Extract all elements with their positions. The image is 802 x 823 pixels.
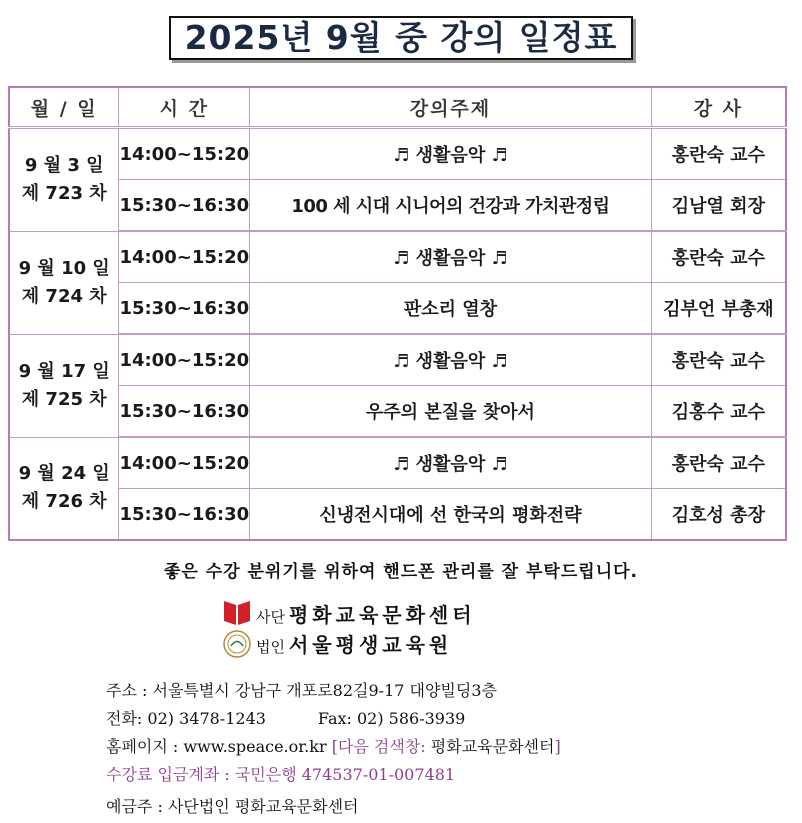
time-cell: 15:30~16:30 [119,489,250,541]
lecturer-cell: 홍란숙 교수 [651,437,786,489]
search-hint-label: [다음 검색창: [331,737,431,756]
table-row [9,128,786,180]
topic-cell: 100 세 시대 시니어의 건강과 가치관정립 [250,180,652,232]
phone-line [106,706,465,729]
address-label: 주소 : [106,681,153,700]
session-label: 제 725 차 [21,388,107,410]
time-cell: 14:00~15:20 [119,334,250,386]
date-label: 9 월 24 일 [18,463,110,485]
org-name-line1 [256,599,476,628]
notice-text: 좋은 수강 분위기를 위하여 핸드폰 관리를 잘 부탁드립니다. [163,562,638,582]
date-cell [9,334,119,437]
lecturer-cell: 김호성 총장 [651,489,786,541]
holder-line [106,794,359,817]
org-logo [222,595,552,661]
page-title: 2025년 9월 중 강의 일정표 [169,16,634,60]
table-row [9,437,786,489]
time-cell: 15:30~16:30 [119,386,250,438]
header-date: 월 / 일 [9,87,119,128]
homepage-link[interactable]: www.speace.or.kr [183,737,327,756]
holder-label: 예금주 : [106,797,168,816]
org-name: 서울평생교육원 [288,633,453,657]
account-label: 수강료 입금계좌 : [106,765,235,784]
seal-logo-icon [222,629,252,659]
topic-cell: ♬ 생활음악 ♬ [250,128,652,180]
time-cell: 14:00~15:20 [119,437,250,489]
topic-cell: 판소리 열창 [250,283,652,335]
date-label: 9 월 3 일 [24,154,104,176]
lecturer-cell: 홍란숙 교수 [651,231,786,283]
time-cell: 14:00~15:20 [119,231,250,283]
table-row [9,489,786,541]
phone-value: 02) 3478-1243 [147,709,266,728]
lecturer-cell: 홍란숙 교수 [651,128,786,180]
address-value: 서울특별시 강남구 개포로82길9-17 대양빌딩3층 [152,681,497,700]
book-logo-icon [222,597,252,627]
topic-cell: 우주의 본질을 찾아서 [250,386,652,438]
session-label: 제 726 차 [21,491,107,513]
session-label: 제 723 차 [21,182,107,204]
homepage-label: 홈페이지 : [106,737,184,756]
topic-cell: ♬ 생활음악 ♬ [250,334,652,386]
holder-value: 사단법인 평화교육문화센터 [167,797,359,816]
fax-value: 02) 586-3939 [356,709,466,728]
session-label: 제 724 차 [21,285,107,307]
time-cell: 14:00~15:20 [119,128,250,180]
topic-cell: ♬ 생활음악 ♬ [250,231,652,283]
account-line [106,762,455,785]
table-row [9,231,786,283]
org-name-line2 [256,629,452,658]
date-cell [9,437,119,540]
date-label: 9 월 17 일 [18,360,110,382]
table-row [9,283,786,335]
schedule-table [8,86,787,541]
table-row [9,180,786,232]
date-cell [9,128,119,232]
title-wrap [0,16,802,60]
lecturer-cell: 김부언 부총재 [651,283,786,335]
org-name: 평화교육문화센터 [288,603,476,627]
address-line [106,678,497,701]
fax-label: Fax: [317,709,357,728]
org-prefix: 법인 [256,638,285,656]
homepage-line [106,734,561,757]
header-time: 시 간 [119,87,250,128]
lecturer-cell: 홍란숙 교수 [651,334,786,386]
topic-cell: 신냉전시대에 선 한국의 평화전략 [250,489,652,541]
header-topic: 강의주제 [250,87,652,128]
date-cell [9,231,119,334]
time-cell: 15:30~16:30 [119,180,250,232]
lecturer-cell: 김남열 회장 [651,180,786,232]
phone-label: 전화: [106,709,148,728]
search-hint-value: 평화교육문화센터 [430,737,555,756]
table-row [9,386,786,438]
org-prefix: 사단 [256,608,285,626]
table-row [9,334,786,386]
account-value: 국민은행 474537-01-007481 [234,765,456,784]
topic-cell: ♬ 생활음악 ♬ [250,437,652,489]
time-cell: 15:30~16:30 [119,283,250,335]
table-header-row [9,87,786,128]
date-label: 9 월 10 일 [18,257,110,279]
header-lecturer: 강 사 [651,87,786,128]
lecturer-cell: 김홍수 교수 [651,386,786,438]
search-hint-close: ] [554,737,561,756]
